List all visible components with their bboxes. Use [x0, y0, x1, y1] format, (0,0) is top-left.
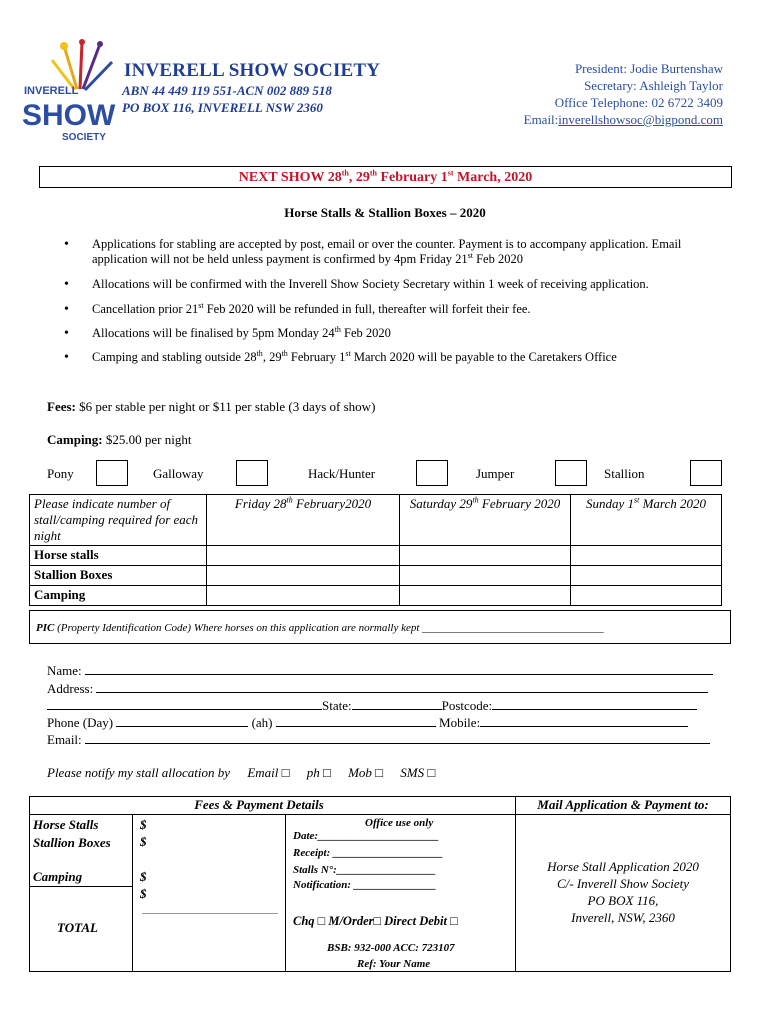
- notify-ph-option[interactable]: ph □: [306, 765, 331, 780]
- table-row: [30, 566, 722, 586]
- email-field[interactable]: Email:: [47, 731, 722, 748]
- camping-fee-label: Camping: [33, 869, 83, 884]
- list-item: • Applications for stabling are accepted by post, email or over the counter. Payment is to accompany application. Email application will not be held unless payment is confirmed by 4pm Friday 21st Feb 2020: [64, 237, 704, 267]
- payment-methods[interactable]: Chq □ M/Order□ Direct Debit □: [293, 914, 458, 928]
- hack-hunter-label: Hack/Hunter: [308, 466, 376, 481]
- table-row: [30, 495, 722, 546]
- office-use-label: Office use only: [365, 817, 434, 829]
- stallion-label: Stallion: [604, 466, 645, 481]
- galloway-checkbox[interactable]: [236, 460, 268, 486]
- total-amount[interactable]: $: [140, 886, 147, 901]
- camping-line: Camping: $25.00 per night: [47, 432, 192, 447]
- fees-payment-title: Fees & Payment Details: [194, 797, 324, 812]
- stallion-boxes-fri-cell[interactable]: [207, 566, 400, 586]
- list-item: • Cancellation prior 21st Feb 2020 will be refunded in full, thereafter will forfeit their fee.: [64, 302, 704, 317]
- firework-icon: [52, 39, 112, 90]
- horse-stalls-amount[interactable]: $: [140, 817, 147, 832]
- po-box-text: PO BOX 116, INVERELL NSW 2360: [122, 100, 323, 115]
- fees-line: Fees: $6 per stable per night or $11 per stable (3 days of show): [47, 399, 376, 414]
- logo-society-text: SOCIETY: [62, 132, 106, 143]
- mail-line: Inverell, NSW, 2360: [571, 910, 675, 925]
- nights-table-instruction: Please indicate number of stall/camping required for each night: [30, 495, 207, 546]
- camping-fri-cell[interactable]: [207, 586, 400, 606]
- mail-application-title: Mail Application & Payment to:: [537, 797, 709, 812]
- jumper-label: Jumper: [476, 466, 515, 481]
- next-show-banner: NEXT SHOW 28th, 29th February 1st March, 2020: [39, 166, 732, 188]
- stallion-boxes-fee-label: Stallion Boxes: [33, 835, 111, 850]
- divider: [132, 814, 133, 972]
- hack-hunter-checkbox[interactable]: [416, 460, 448, 486]
- divider: [142, 913, 278, 914]
- list-item: • Allocations will be finalised by 5pm Monday 24th Feb 2020: [64, 326, 704, 341]
- phone-field[interactable]: Phone (Day) (ah) Mobile:: [47, 714, 722, 731]
- divider: [29, 886, 132, 887]
- notify-sms-option[interactable]: SMS □: [400, 765, 436, 780]
- email-label: Email:: [523, 112, 559, 127]
- logo-show-text: SHOW: [22, 99, 116, 132]
- email-line: [524, 111, 723, 128]
- table-row: [30, 546, 722, 566]
- office-receipt-field: Receipt: ____________________: [293, 847, 444, 859]
- conditions-list: [64, 237, 704, 365]
- sunday-header: Sunday 1st March 2020: [571, 495, 722, 546]
- horse-stalls-sun-cell[interactable]: [571, 546, 722, 566]
- payment-reference: Ref: Your Name: [357, 958, 431, 970]
- org-title: INVERELL SHOW SOCIETY: [124, 60, 381, 81]
- horse-stalls-fee-label: Horse Stalls: [33, 817, 99, 832]
- horse-stalls-fri-cell[interactable]: [207, 546, 400, 566]
- mail-line: C/- Inverell Show Society: [556, 876, 689, 891]
- notify-email-option[interactable]: Email □: [247, 765, 290, 780]
- camping-sat-cell[interactable]: [400, 586, 571, 606]
- pic-field[interactable]: PIC (Property Identification Code) Where horses on this application are normally kept _________________________________: [29, 610, 731, 644]
- camping-row-label: Camping: [30, 586, 207, 606]
- saturday-header: Saturday 29th February 2020: [400, 495, 571, 546]
- mail-address: [515, 858, 731, 926]
- horse-stalls-sat-cell[interactable]: [400, 546, 571, 566]
- list-item: • Allocations will be confirmed with the Inverell Show Society Secretary within 1 week of receiving application.: [64, 277, 704, 292]
- office-notification-field: Notification: _______________: [293, 879, 437, 891]
- address-field[interactable]: Address:: [47, 680, 722, 697]
- name-field[interactable]: Name:: [47, 662, 722, 679]
- notify-preference: Please notify my stall allocation by Email □ ph □ Mob □ SMS □: [47, 765, 436, 780]
- notify-mob-option[interactable]: Mob □: [348, 765, 384, 780]
- mail-line: PO BOX 116,: [587, 893, 659, 908]
- stallion-checkbox[interactable]: [690, 460, 722, 486]
- state-postcode-field[interactable]: State: Postcode:: [47, 697, 722, 714]
- jumper-checkbox[interactable]: [555, 460, 587, 486]
- total-label: TOTAL: [57, 920, 98, 935]
- president-text: President: Jodie Burtenshaw: [574, 61, 723, 76]
- office-date-field: Date:______________________: [293, 830, 440, 842]
- stallion-boxes-amount[interactable]: $: [140, 834, 147, 849]
- stallion-boxes-row-label: Stallion Boxes: [30, 566, 207, 586]
- email-link[interactable]: inverellshowsoc@bigpond.com: [558, 112, 723, 127]
- divider: [29, 814, 731, 815]
- camping-sun-cell[interactable]: [571, 586, 722, 606]
- friday-header: Friday 28th February2020: [207, 495, 400, 546]
- stallion-boxes-sat-cell[interactable]: [400, 566, 571, 586]
- table-row: [30, 586, 722, 606]
- list-item: • Camping and stabling outside 28th, 29th February 1st March 2020 will be payable to the Caretakers Office: [64, 350, 704, 365]
- logo-inverell-text: INVERELL: [24, 85, 79, 97]
- horse-stalls-row-label: Horse stalls: [30, 546, 207, 566]
- office-phone-text: Office Telephone: 02 6722 3409: [554, 95, 723, 110]
- divider: [285, 814, 286, 972]
- pony-checkbox[interactable]: [96, 460, 128, 486]
- office-stalls-no-field: Stalls N°:__________________: [293, 864, 436, 876]
- pony-label: Pony: [47, 466, 74, 481]
- inverell-show-society-logo: [22, 34, 122, 150]
- galloway-label: Galloway: [153, 466, 204, 481]
- stallion-boxes-sun-cell[interactable]: [571, 566, 722, 586]
- camping-amount[interactable]: $: [140, 869, 147, 884]
- page-heading: Horse Stalls & Stallion Boxes – 2020: [284, 205, 486, 220]
- contact-block: [524, 60, 723, 128]
- nights-table: [29, 494, 722, 606]
- abn-text: ABN 44 449 119 551-ACN 002 889 518: [122, 83, 332, 98]
- mail-line: Horse Stall Application 2020: [547, 859, 699, 874]
- secretary-text: Secretary: Ashleigh Taylor: [584, 78, 723, 93]
- bsb-account: BSB: 932-000 ACC: 723107: [327, 942, 455, 954]
